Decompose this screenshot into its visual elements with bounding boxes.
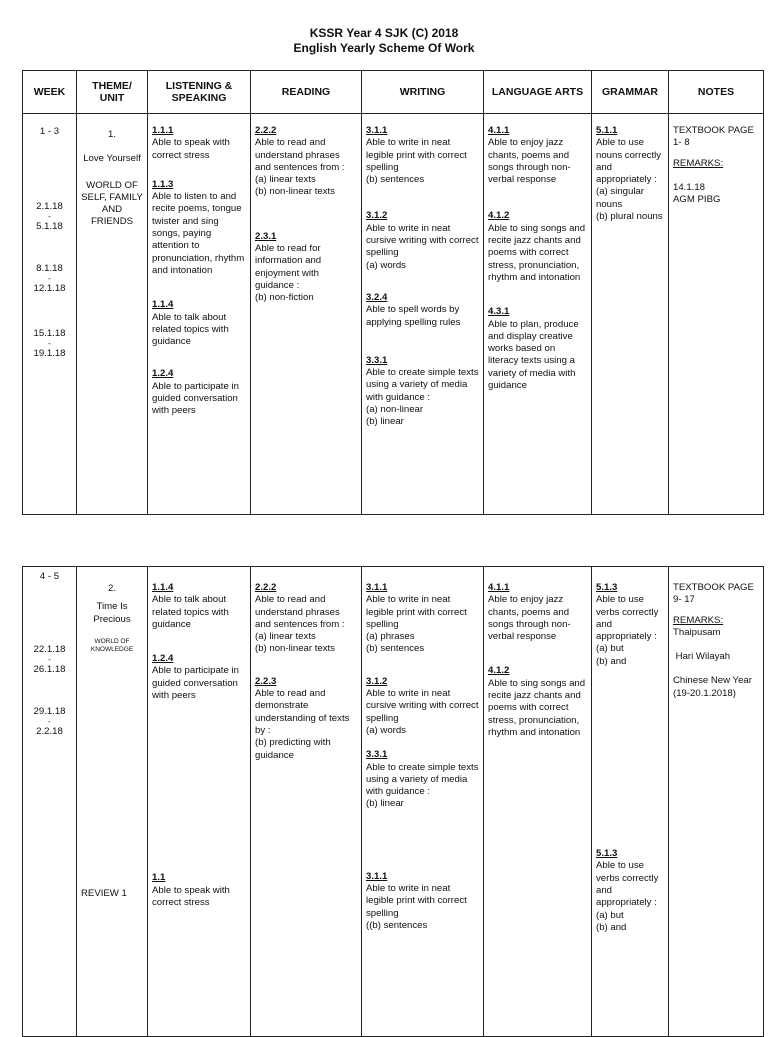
skill-code: 1.1.1 <box>152 125 174 136</box>
skill-subitem: (b) linear <box>366 416 404 428</box>
skill-text: Able to read and understand phrases and sentences from : <box>255 594 345 630</box>
skill-code: 4.1.1 <box>488 125 510 136</box>
skill-code: 1.1 <box>152 872 166 884</box>
skill-code: 1.2.4 <box>152 368 174 380</box>
review-skill-item <box>596 848 664 934</box>
header-reading: READING <box>251 71 362 114</box>
skill-subitem: (a) linear texts <box>255 174 316 186</box>
skill-code: 3.3.1 <box>366 354 388 366</box>
skill-code: 2.2.3 <box>255 675 277 687</box>
skill-item <box>596 125 664 223</box>
week-dash: - <box>48 274 51 283</box>
skill-item <box>255 676 357 762</box>
skill-text: Able to sing songs and recite jazz chants and poems with correct stress, pronunciation, rhythm and intonation <box>488 677 586 738</box>
skill-text: Able to listen to and recite poems, tongue twister and sing songs, paying attention to pronunciation, rhythm and intonation <box>152 191 245 276</box>
skill-code: 3.3.1 <box>366 749 388 761</box>
theme-title: Love Yourself <box>83 153 141 165</box>
skill-subitem: (b) non-linear texts <box>255 186 335 198</box>
scheme-table-2 <box>22 566 764 1037</box>
skill-text: Able to spell words by applying spelling rules <box>366 304 461 328</box>
week-date: 2.2.18 <box>36 726 63 737</box>
skill-subitem: (a) words <box>366 724 406 736</box>
header-week: WEEK <box>23 71 77 114</box>
skill-text: Able to participate in guided conversation with peers <box>152 665 239 702</box>
skill-item <box>366 676 479 737</box>
skill-subitem: (b) sentences <box>366 174 425 186</box>
skill-code: 3.1.1 <box>366 582 388 593</box>
header-grammar: GRAMMAR <box>592 71 669 114</box>
grammar-cell <box>592 114 669 515</box>
notes-line: Hari Wilayah <box>673 651 731 663</box>
skill-code: 3.1.2 <box>366 210 388 222</box>
skill-subitem: (b) non-fiction <box>255 292 314 304</box>
skill-subitem: (a) phrases <box>366 631 415 643</box>
skill-text: Able to enjoy jazz chants, poems and songs through non-verbal response <box>488 137 571 186</box>
skill-code: 4.1.1 <box>488 582 510 593</box>
skill-text: Able to read and demonstrate understanding of texts by : <box>255 688 350 736</box>
skill-item <box>596 582 664 668</box>
document-title: KSSR Year 4 SJK (C) 2018 <box>309 26 459 40</box>
notes-remarks: REMARKS: <box>673 614 724 626</box>
writing-cell <box>362 567 484 1037</box>
skill-code: 5.1.3 <box>596 848 618 860</box>
skill-item <box>152 179 246 277</box>
skill-item <box>366 125 479 186</box>
listening-speaking-cell <box>148 114 251 515</box>
theme-cell <box>77 114 148 515</box>
week-date: 2.1.18 <box>36 201 63 212</box>
header-theme: THEME/ UNIT <box>77 71 148 114</box>
skill-item <box>152 125 246 162</box>
notes-cell <box>669 114 764 515</box>
review-label: REVIEW 1 <box>81 887 127 899</box>
skill-item <box>488 306 587 392</box>
skill-text: Able to write in neat legible print with correct spelling <box>366 594 467 630</box>
notes-line: Thaipusam <box>673 626 721 638</box>
skill-subitem: (a) linear texts <box>255 631 316 643</box>
skill-code: 5.1.1 <box>596 125 618 136</box>
skill-subitem: (a) but <box>596 909 624 921</box>
skill-code: 1.2.4 <box>152 653 174 665</box>
notes-textbook: TEXTBOOK PAGE 1- 8 <box>673 125 754 149</box>
skill-text: Able to create simple texts using a variety of media with guidance : <box>366 367 479 403</box>
skill-text: Able to talk about related topics with guidance <box>152 594 229 630</box>
grammar-cell <box>592 567 669 1037</box>
week-date: 29.1.18 <box>33 706 66 717</box>
theme-title: Time Is Precious <box>93 601 131 625</box>
skill-code: 1.1.4 <box>152 582 174 593</box>
skill-code: 3.2.4 <box>366 291 388 303</box>
week-date: 26.1.18 <box>33 664 66 675</box>
skill-item <box>366 210 479 271</box>
skill-code: 2.3.1 <box>255 230 277 242</box>
skill-item <box>152 299 246 348</box>
skill-item <box>255 125 357 199</box>
theme-number: 2. <box>107 583 116 594</box>
week-date: 12.1.18 <box>33 283 66 294</box>
skill-subitem: ((b) sentences <box>366 919 428 931</box>
skill-text: Able to use verbs correctly and appropriately : <box>596 594 659 643</box>
skill-text: Able to write in neat cursive writing with correct spelling <box>366 222 479 259</box>
notes-line: (19-20.1.2018) <box>673 687 736 699</box>
skill-subitem: (b) sentences <box>366 643 425 655</box>
skill-code: 5.1.3 <box>596 582 618 593</box>
week-dash: - <box>48 339 51 348</box>
header-notes: NOTES <box>669 71 764 114</box>
unit-row <box>23 114 764 515</box>
skill-code: 1.1.3 <box>152 178 174 190</box>
theme-cell <box>77 567 148 1037</box>
skill-text: Able to participate in guided conversation with peers <box>152 380 239 417</box>
skill-text: Able to sing songs and recite jazz chants and poems with correct stress, pronunciation, rhythm and intonation <box>488 222 586 283</box>
week-dash: - <box>48 655 51 664</box>
week-cell <box>23 114 77 515</box>
skill-text: Able to speak with correct stress <box>152 137 230 161</box>
skill-text: Able to enjoy jazz chants, poems and songs through non-verbal response <box>488 594 571 643</box>
notes-line: 14.1.18 <box>673 181 706 193</box>
reading-cell <box>251 567 362 1037</box>
skill-text: Able to speak with correct stress <box>152 884 230 908</box>
skill-text: Able to talk about related topics with guidance <box>152 311 229 348</box>
skill-item <box>366 749 479 810</box>
skill-code: 2.2.2 <box>255 582 277 593</box>
review-skill-item <box>152 872 246 909</box>
skill-item <box>255 231 357 305</box>
skill-subitem: (b) plural nouns <box>596 211 663 223</box>
writing-cell <box>362 114 484 515</box>
document-subtitle: English Yearly Scheme Of Work <box>293 41 475 55</box>
week-dash: - <box>48 212 51 221</box>
skill-item <box>366 292 479 329</box>
notes-remarks: REMARKS: <box>673 157 724 169</box>
week-date: 5.1.18 <box>36 221 63 232</box>
skill-item <box>488 125 587 186</box>
skill-subitem: (a) but <box>596 643 624 655</box>
review-skill-item <box>366 871 479 932</box>
skill-subitem: (b) non-linear texts <box>255 643 335 655</box>
notes-cell <box>669 567 764 1037</box>
header-listening: LISTENING & SPEAKING <box>148 71 251 114</box>
week-date: 22.1.18 <box>33 644 66 655</box>
skill-text: Able to write in neat cursive writing with correct spelling <box>366 688 479 724</box>
skill-item <box>152 582 246 631</box>
skill-code: 3.1.1 <box>366 870 388 882</box>
reading-cell <box>251 114 362 515</box>
theme-world: WORLD OF KNOWLEDGE <box>90 637 134 653</box>
notes-line: AGM PIBG <box>673 194 721 206</box>
skill-subitem: (b) and <box>596 655 627 667</box>
skill-code: 3.1.1 <box>366 125 388 136</box>
skill-code: 3.1.2 <box>366 675 388 687</box>
skill-code: 4.1.2 <box>488 210 510 222</box>
skill-text: Able to plan, produce and display creative works based on literacy texts using a variety of media with guidance <box>488 318 579 392</box>
skill-item <box>152 368 246 417</box>
skill-code: 1.1.4 <box>152 299 174 311</box>
week-dash: - <box>48 717 51 726</box>
header-writing: WRITING <box>362 71 484 114</box>
skill-text: Able to read for information and enjoyment with guidance : <box>255 243 322 291</box>
skill-text: Able to create simple texts using a variety of media with guidance : <box>366 761 479 798</box>
week-date: 15.1.18 <box>33 328 66 339</box>
language-arts-cell <box>484 114 592 515</box>
skill-text: Able to use nouns correctly and appropriately : <box>596 137 662 186</box>
week-range: 4 - 5 <box>39 571 60 582</box>
notes-textbook: TEXTBOOK PAGE 9- 17 <box>673 582 754 606</box>
week-cell <box>23 567 77 1037</box>
week-date: 8.1.18 <box>36 263 63 274</box>
skill-subitem: (a) non-linear <box>366 404 424 416</box>
skill-item <box>366 582 479 656</box>
skill-code: 4.3.1 <box>488 306 510 318</box>
skill-text: Able to write in neat legible print with correct spelling <box>366 137 467 173</box>
skill-subitem: (a) singular nouns <box>596 186 644 210</box>
skill-item <box>488 665 587 739</box>
skill-subitem: (b) predicting with guidance <box>255 737 331 761</box>
skill-text: Able to read and understand phrases and sentences from : <box>255 137 345 173</box>
theme-world: WORLD OF SELF, FAMILY AND FRIENDS <box>81 179 143 228</box>
skill-item <box>366 355 479 429</box>
skill-subitem: (a) words <box>366 259 406 271</box>
skill-item <box>488 582 587 643</box>
unit-row <box>23 567 764 1037</box>
week-date: 19.1.18 <box>33 348 66 359</box>
skill-item <box>152 653 246 702</box>
header-language-arts: LANGUAGE ARTS <box>484 71 592 114</box>
skill-subitem: (b) and <box>596 921 627 933</box>
skill-text: Able to use verbs correctly and appropriately : <box>596 860 659 909</box>
listening-speaking-cell <box>148 567 251 1037</box>
theme-number: 1. <box>107 129 116 140</box>
header-row <box>23 71 764 114</box>
skill-subitem: (b) linear <box>366 798 404 810</box>
skill-item <box>488 210 587 284</box>
language-arts-cell <box>484 567 592 1037</box>
notes-line: Chinese New Year <box>673 675 752 687</box>
week-range: 1 - 3 <box>39 126 60 137</box>
skill-code: 4.1.2 <box>488 665 510 677</box>
scheme-table-1 <box>22 70 764 515</box>
skill-text: Able to write in neat legible print with correct spelling <box>366 883 467 919</box>
skill-code: 2.2.2 <box>255 125 277 136</box>
skill-item <box>255 582 357 656</box>
